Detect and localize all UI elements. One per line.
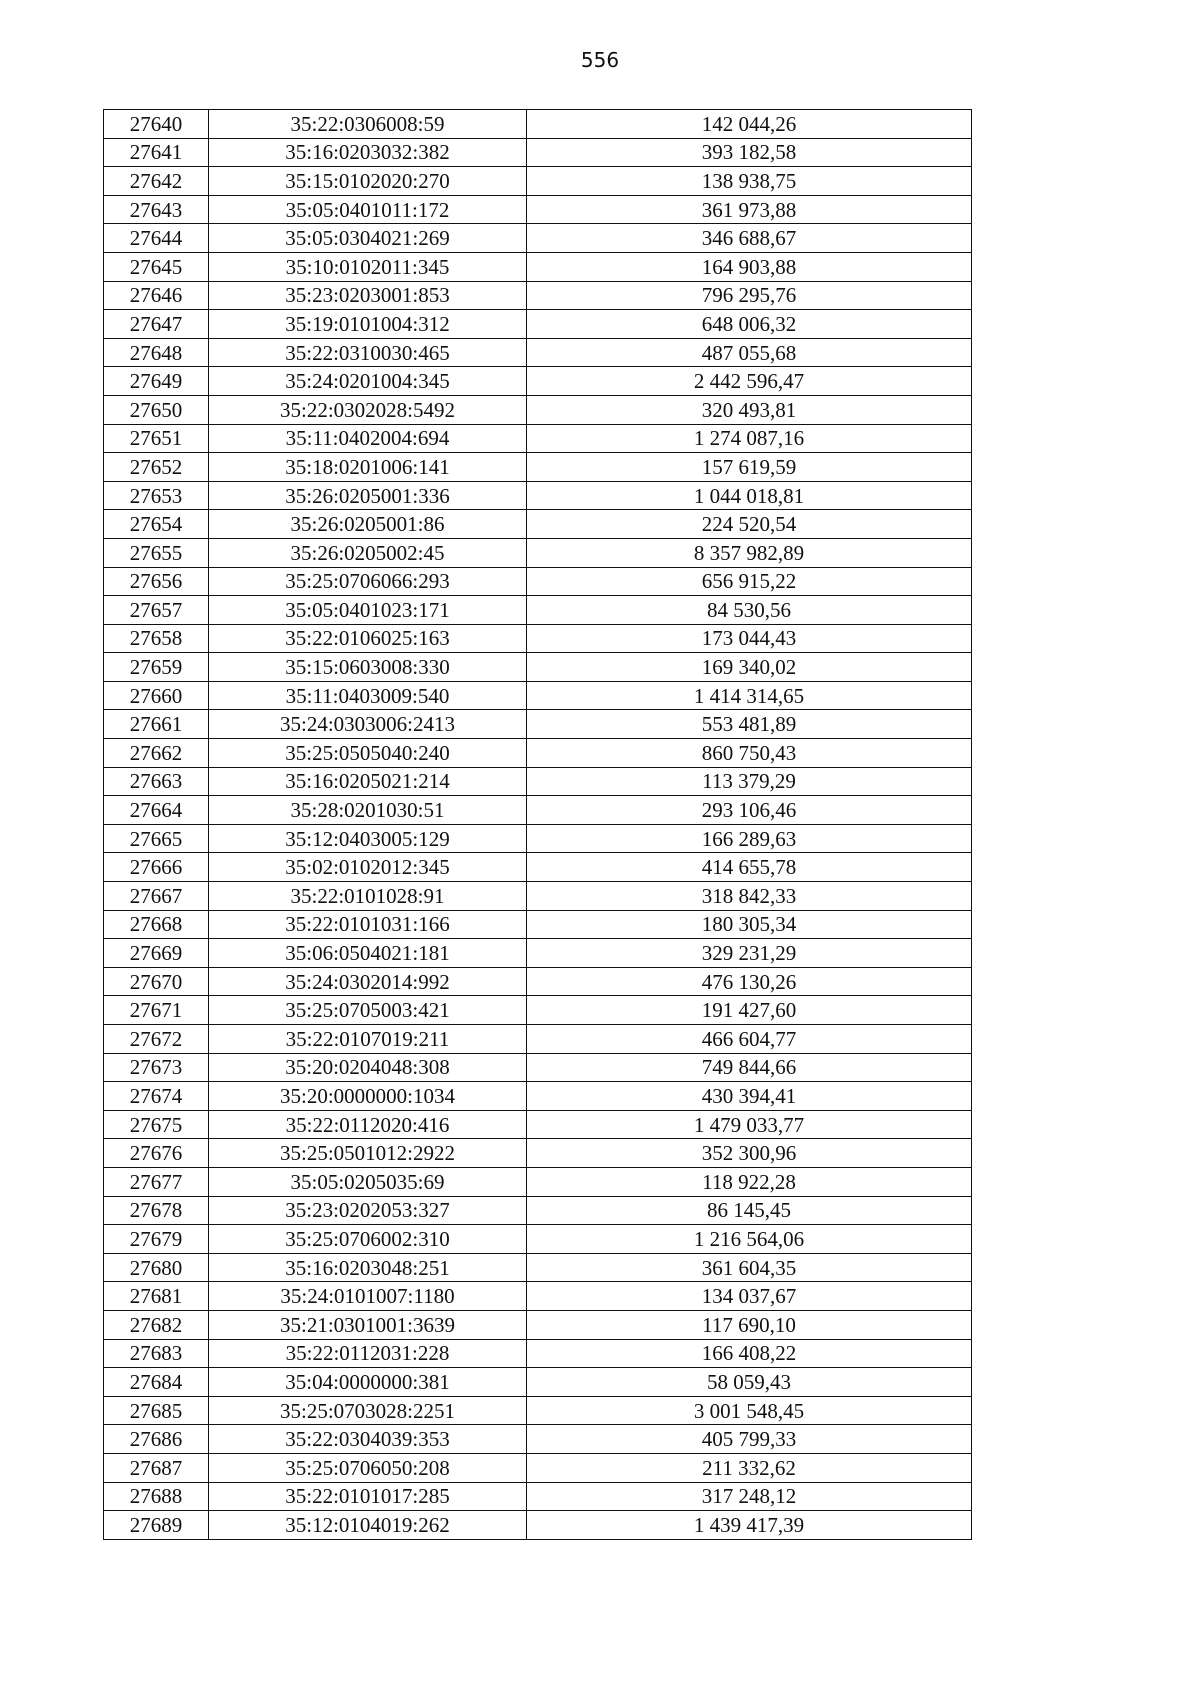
cadastral-number-cell: 35:05:0205035:69 (209, 1167, 527, 1196)
cadastral-value-cell: 352 300,96 (527, 1139, 972, 1168)
cadastral-value-cell: 2 442 596,47 (527, 367, 972, 396)
row-number-cell: 27664 (104, 796, 209, 825)
cadastral-value-cell: 117 690,10 (527, 1310, 972, 1339)
table-row (104, 939, 972, 968)
cadastral-value-table (103, 109, 972, 1540)
cadastral-value-cell: 553 481,89 (527, 710, 972, 739)
table-row (104, 138, 972, 167)
cadastral-value-cell: 191 427,60 (527, 996, 972, 1025)
row-number-cell: 27660 (104, 681, 209, 710)
table-row (104, 110, 972, 139)
table-row (104, 739, 972, 768)
cadastral-value-cell: 361 973,88 (527, 195, 972, 224)
cadastral-number-cell: 35:22:0101017:285 (209, 1482, 527, 1511)
cadastral-number-cell: 35:19:0101004:312 (209, 310, 527, 339)
table-row (104, 967, 972, 996)
row-number-cell: 27648 (104, 338, 209, 367)
table-row (104, 624, 972, 653)
table-row (104, 1082, 972, 1111)
cadastral-number-cell: 35:04:0000000:381 (209, 1368, 527, 1397)
row-number-cell: 27684 (104, 1368, 209, 1397)
table-row (104, 481, 972, 510)
cadastral-value-cell: 318 842,33 (527, 882, 972, 911)
cadastral-number-cell: 35:24:0303006:2413 (209, 710, 527, 739)
row-number-cell: 27642 (104, 167, 209, 196)
table-row (104, 1511, 972, 1540)
table-row (104, 424, 972, 453)
table-row (104, 653, 972, 682)
cadastral-number-cell: 35:26:0205002:45 (209, 538, 527, 567)
cadastral-value-cell: 476 130,26 (527, 967, 972, 996)
table-row (104, 224, 972, 253)
cadastral-number-cell: 35:25:0706066:293 (209, 567, 527, 596)
row-number-cell: 27658 (104, 624, 209, 653)
table-row (104, 1167, 972, 1196)
cadastral-value-cell: 134 037,67 (527, 1282, 972, 1311)
cadastral-value-cell: 1 479 033,77 (527, 1110, 972, 1139)
cadastral-number-cell: 35:10:0102011:345 (209, 252, 527, 281)
row-number-cell: 27689 (104, 1511, 209, 1540)
cadastral-value-cell: 173 044,43 (527, 624, 972, 653)
cadastral-value-cell: 1 274 087,16 (527, 424, 972, 453)
row-number-cell: 27640 (104, 110, 209, 139)
row-number-cell: 27657 (104, 596, 209, 625)
row-number-cell: 27652 (104, 453, 209, 482)
table-row (104, 1425, 972, 1454)
cadastral-value-cell: 169 340,02 (527, 653, 972, 682)
cadastral-number-cell: 35:06:0504021:181 (209, 939, 527, 968)
cadastral-value-cell: 430 394,41 (527, 1082, 972, 1111)
row-number-cell: 27673 (104, 1053, 209, 1082)
cadastral-value-cell: 118 922,28 (527, 1167, 972, 1196)
row-number-cell: 27681 (104, 1282, 209, 1311)
table-row (104, 681, 972, 710)
table-row (104, 1282, 972, 1311)
table-row (104, 367, 972, 396)
cadastral-value-cell: 1 414 314,65 (527, 681, 972, 710)
table-row (104, 1396, 972, 1425)
row-number-cell: 27686 (104, 1425, 209, 1454)
row-number-cell: 27665 (104, 824, 209, 853)
cadastral-value-cell: 361 604,35 (527, 1253, 972, 1282)
cadastral-value-cell: 113 379,29 (527, 767, 972, 796)
cadastral-number-cell: 35:25:0501012:2922 (209, 1139, 527, 1168)
cadastral-number-cell: 35:16:0203048:251 (209, 1253, 527, 1282)
cadastral-value-cell: 3 001 548,45 (527, 1396, 972, 1425)
cadastral-number-cell: 35:24:0201004:345 (209, 367, 527, 396)
cadastral-value-cell: 58 059,43 (527, 1368, 972, 1397)
cadastral-number-cell: 35:24:0302014:992 (209, 967, 527, 996)
cadastral-number-cell: 35:18:0201006:141 (209, 453, 527, 482)
cadastral-number-cell: 35:22:0112031:228 (209, 1339, 527, 1368)
cadastral-value-cell: 224 520,54 (527, 510, 972, 539)
table-row (104, 1310, 972, 1339)
row-number-cell: 27669 (104, 939, 209, 968)
row-number-cell: 27687 (104, 1453, 209, 1482)
cadastral-number-cell: 35:12:0104019:262 (209, 1511, 527, 1540)
table-row (104, 1453, 972, 1482)
cadastral-number-cell: 35:11:0403009:540 (209, 681, 527, 710)
cadastral-number-cell: 35:16:0205021:214 (209, 767, 527, 796)
cadastral-value-cell: 414 655,78 (527, 853, 972, 882)
table-row (104, 310, 972, 339)
cadastral-value-cell: 180 305,34 (527, 910, 972, 939)
cadastral-value-cell: 86 145,45 (527, 1196, 972, 1225)
table-row (104, 910, 972, 939)
row-number-cell: 27670 (104, 967, 209, 996)
table-row (104, 1339, 972, 1368)
row-number-cell: 27671 (104, 996, 209, 1025)
cadastral-value-cell: 1 216 564,06 (527, 1225, 972, 1254)
cadastral-value-cell: 8 357 982,89 (527, 538, 972, 567)
row-number-cell: 27655 (104, 538, 209, 567)
cadastral-number-cell: 35:05:0304021:269 (209, 224, 527, 253)
row-number-cell: 27659 (104, 653, 209, 682)
table-row (104, 853, 972, 882)
cadastral-value-cell: 166 408,22 (527, 1339, 972, 1368)
row-number-cell: 27662 (104, 739, 209, 768)
row-number-cell: 27654 (104, 510, 209, 539)
row-number-cell: 27688 (104, 1482, 209, 1511)
cadastral-value-cell: 320 493,81 (527, 395, 972, 424)
table-row (104, 1368, 972, 1397)
row-number-cell: 27661 (104, 710, 209, 739)
cadastral-number-cell: 35:05:0401023:171 (209, 596, 527, 625)
table-row (104, 596, 972, 625)
cadastral-number-cell: 35:20:0000000:1034 (209, 1082, 527, 1111)
table-row (104, 882, 972, 911)
table-row (104, 824, 972, 853)
cadastral-value-cell: 157 619,59 (527, 453, 972, 482)
table-row (104, 796, 972, 825)
row-number-cell: 27645 (104, 252, 209, 281)
cadastral-number-cell: 35:20:0204048:308 (209, 1053, 527, 1082)
cadastral-number-cell: 35:22:0106025:163 (209, 624, 527, 653)
row-number-cell: 27641 (104, 138, 209, 167)
cadastral-number-cell: 35:02:0102012:345 (209, 853, 527, 882)
table-row (104, 1053, 972, 1082)
table-row (104, 1196, 972, 1225)
cadastral-number-cell: 35:22:0101031:166 (209, 910, 527, 939)
row-number-cell: 27685 (104, 1396, 209, 1425)
cadastral-value-cell: 211 332,62 (527, 1453, 972, 1482)
cadastral-number-cell: 35:12:0403005:129 (209, 824, 527, 853)
row-number-cell: 27678 (104, 1196, 209, 1225)
row-number-cell: 27674 (104, 1082, 209, 1111)
page-number: 556 (580, 48, 620, 72)
table-row (104, 1139, 972, 1168)
cadastral-value-cell: 393 182,58 (527, 138, 972, 167)
cadastral-number-cell: 35:15:0102020:270 (209, 167, 527, 196)
cadastral-number-cell: 35:15:0603008:330 (209, 653, 527, 682)
table-row (104, 1225, 972, 1254)
cadastral-number-cell: 35:23:0203001:853 (209, 281, 527, 310)
cadastral-value-cell: 487 055,68 (527, 338, 972, 367)
row-number-cell: 27649 (104, 367, 209, 396)
cadastral-value-cell: 142 044,26 (527, 110, 972, 139)
table-row (104, 1025, 972, 1054)
cadastral-number-cell: 35:16:0203032:382 (209, 138, 527, 167)
table-row (104, 167, 972, 196)
cadastral-value-cell: 466 604,77 (527, 1025, 972, 1054)
cadastral-number-cell: 35:22:0101028:91 (209, 882, 527, 911)
table-row (104, 395, 972, 424)
cadastral-value-cell: 648 006,32 (527, 310, 972, 339)
cadastral-number-cell: 35:22:0112020:416 (209, 1110, 527, 1139)
cadastral-value-cell: 329 231,29 (527, 939, 972, 968)
cadastral-number-cell: 35:22:0302028:5492 (209, 395, 527, 424)
cadastral-value-cell: 317 248,12 (527, 1482, 972, 1511)
cadastral-number-cell: 35:22:0306008:59 (209, 110, 527, 139)
row-number-cell: 27666 (104, 853, 209, 882)
cadastral-value-cell: 656 915,22 (527, 567, 972, 596)
row-number-cell: 27646 (104, 281, 209, 310)
table-row (104, 996, 972, 1025)
cadastral-number-cell: 35:22:0107019:211 (209, 1025, 527, 1054)
row-number-cell: 27647 (104, 310, 209, 339)
cadastral-number-cell: 35:05:0401011:172 (209, 195, 527, 224)
row-number-cell: 27644 (104, 224, 209, 253)
cadastral-number-cell: 35:21:0301001:3639 (209, 1310, 527, 1339)
table-body (104, 110, 972, 1540)
cadastral-number-cell: 35:28:0201030:51 (209, 796, 527, 825)
cadastral-number-cell: 35:22:0310030:465 (209, 338, 527, 367)
cadastral-value-cell: 749 844,66 (527, 1053, 972, 1082)
table-row (104, 453, 972, 482)
row-number-cell: 27668 (104, 910, 209, 939)
cadastral-number-cell: 35:22:0304039:353 (209, 1425, 527, 1454)
row-number-cell: 27667 (104, 882, 209, 911)
cadastral-value-cell: 860 750,43 (527, 739, 972, 768)
row-number-cell: 27672 (104, 1025, 209, 1054)
row-number-cell: 27676 (104, 1139, 209, 1168)
cadastral-number-cell: 35:26:0205001:336 (209, 481, 527, 510)
row-number-cell: 27650 (104, 395, 209, 424)
row-number-cell: 27656 (104, 567, 209, 596)
row-number-cell: 27679 (104, 1225, 209, 1254)
row-number-cell: 27643 (104, 195, 209, 224)
row-number-cell: 27682 (104, 1310, 209, 1339)
table-row (104, 338, 972, 367)
row-number-cell: 27653 (104, 481, 209, 510)
cadastral-value-cell: 166 289,63 (527, 824, 972, 853)
row-number-cell: 27663 (104, 767, 209, 796)
cadastral-number-cell: 35:25:0703028:2251 (209, 1396, 527, 1425)
cadastral-number-cell: 35:25:0705003:421 (209, 996, 527, 1025)
table-row (104, 538, 972, 567)
cadastral-number-cell: 35:11:0402004:694 (209, 424, 527, 453)
row-number-cell: 27651 (104, 424, 209, 453)
table-row (104, 567, 972, 596)
cadastral-number-cell: 35:25:0706050:208 (209, 1453, 527, 1482)
table-row (104, 252, 972, 281)
table-row (104, 710, 972, 739)
cadastral-value-cell: 1 439 417,39 (527, 1511, 972, 1540)
cadastral-number-cell: 35:24:0101007:1180 (209, 1282, 527, 1311)
row-number-cell: 27680 (104, 1253, 209, 1282)
table-row (104, 1253, 972, 1282)
cadastral-value-cell: 84 530,56 (527, 596, 972, 625)
cadastral-number-cell: 35:23:0202053:327 (209, 1196, 527, 1225)
table-row (104, 1110, 972, 1139)
cadastral-number-cell: 35:25:0706002:310 (209, 1225, 527, 1254)
row-number-cell: 27675 (104, 1110, 209, 1139)
cadastral-value-cell: 1 044 018,81 (527, 481, 972, 510)
row-number-cell: 27677 (104, 1167, 209, 1196)
cadastral-value-cell: 405 799,33 (527, 1425, 972, 1454)
cadastral-number-cell: 35:25:0505040:240 (209, 739, 527, 768)
cadastral-number-cell: 35:26:0205001:86 (209, 510, 527, 539)
table-row (104, 510, 972, 539)
cadastral-value-cell: 164 903,88 (527, 252, 972, 281)
table-row (104, 1482, 972, 1511)
cadastral-value-cell: 796 295,76 (527, 281, 972, 310)
table-row (104, 195, 972, 224)
table-row (104, 281, 972, 310)
cadastral-value-cell: 346 688,67 (527, 224, 972, 253)
cadastral-value-cell: 293 106,46 (527, 796, 972, 825)
table-row (104, 767, 972, 796)
row-number-cell: 27683 (104, 1339, 209, 1368)
cadastral-value-cell: 138 938,75 (527, 167, 972, 196)
